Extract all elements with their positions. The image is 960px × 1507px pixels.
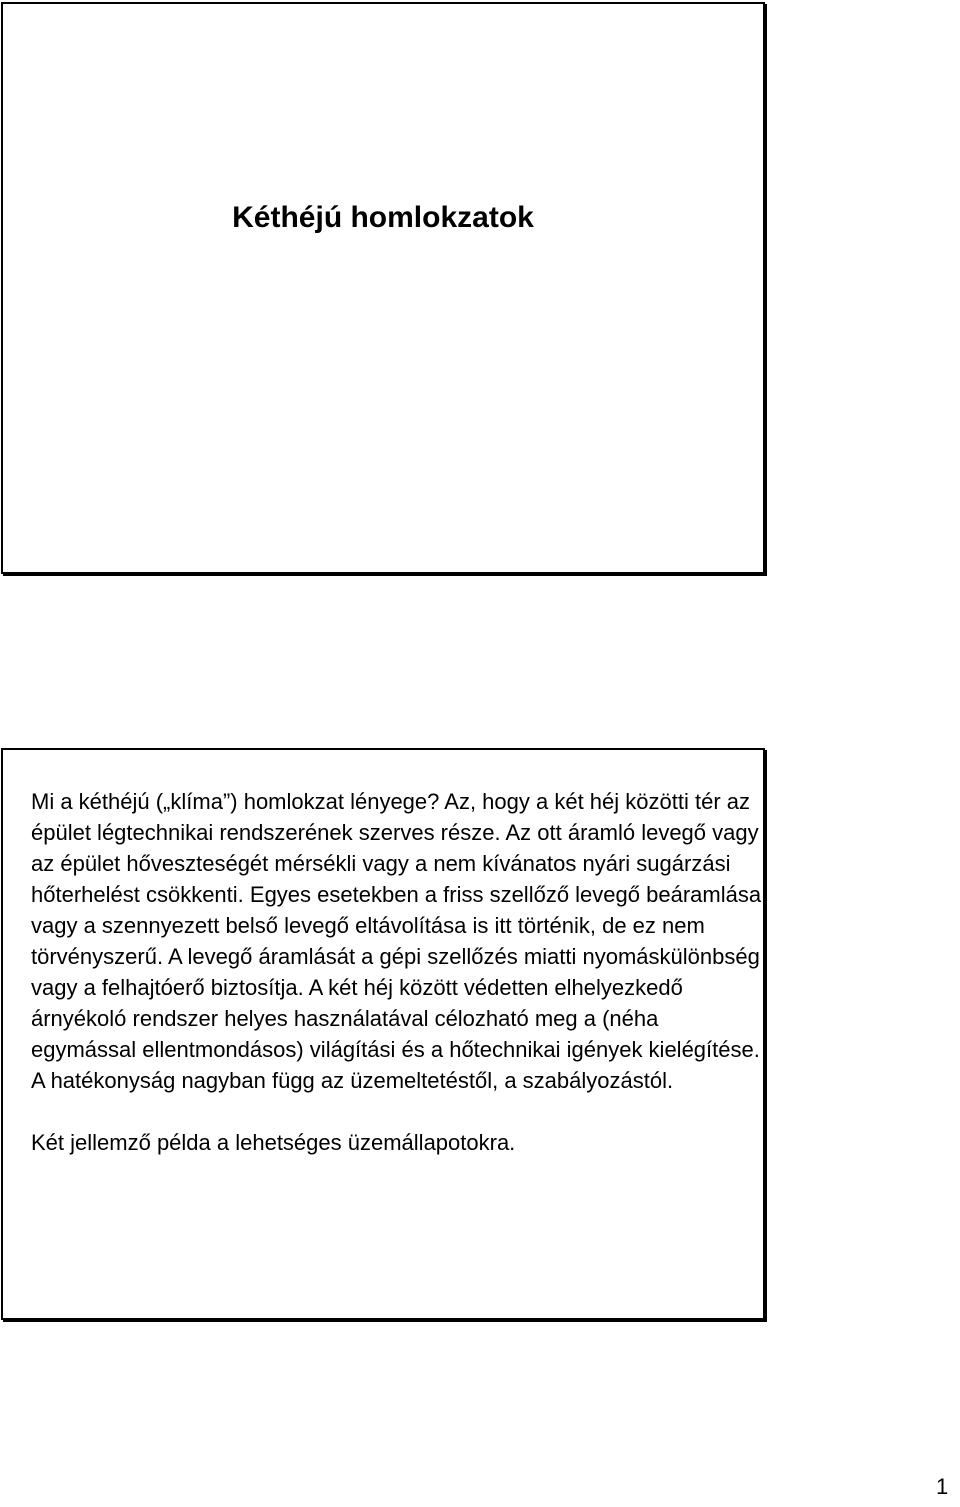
slide-1 (1, 2, 765, 574)
body-paragraph-examples: Két jellemző példa a lehetséges üzemállapotokra. (31, 1130, 516, 1155)
slide-body (31, 786, 765, 1158)
slide-title: Kéthéjú homlokzatok (232, 201, 534, 234)
page-number: 1 (936, 1474, 949, 1499)
slide-2 (1, 748, 765, 1320)
body-paragraph-intro: Mi a kéthéjú („klíma”) homlokzat lényege? Az, hogy a két héj közötti tér az épület légtechnikai rendszerének szerves része. Az ott áramló levegő vagy az épület hőveszteségét mérsékli vagy a nem kívánatos nyári sugárzási hőterhelést csökkenti. Egyes esetekben a friss szellőző levegő beáramlása vagy a szennyezett belső levegő eltávolítása is itt történik, de ez nem törvényszerű. A levegő áramlását a gépi szellőzés miatti nyomáskülönbség vagy a felhajtóerő biztosítja. A két héj között védetten elhelyezkedő árnyékoló rendszer helyes használatával célozható meg a (néha egymással ellentmondásos) világítási és a hőtechnikai igények kielégítése. A hatékonyság nagyban függ az üzemeltetéstől, a szabályozástól. (31, 789, 762, 1093)
